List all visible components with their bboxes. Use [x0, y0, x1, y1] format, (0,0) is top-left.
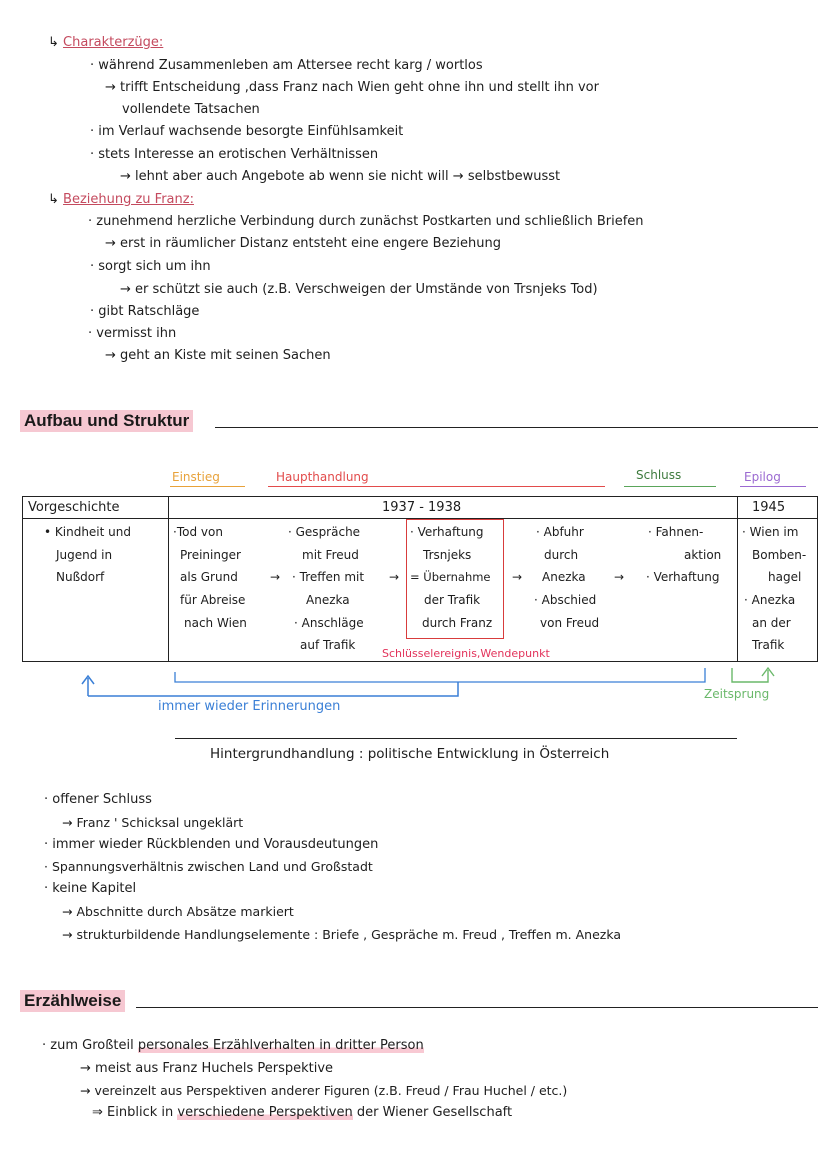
phase-schluss-line — [624, 486, 716, 487]
item-text: zunehmend herzliche Verbindung durch zunächst Postkarten und schließlich Briefen — [96, 214, 644, 229]
arrow-right-icon: → — [80, 1083, 95, 1098]
item-text: trifft Entscheidung ,dass Franz nach Wien geht ohne ihn und stellt ihn vor — [120, 80, 599, 95]
arrow-right-icon: → — [389, 570, 400, 584]
phase-epilog-line — [740, 486, 806, 487]
list-item: · gibt Ratschläge — [90, 304, 200, 319]
item-text: Spannungsverhältnis zwischen Land und Großstadt — [51, 859, 373, 874]
sub-arrow-icon: ↳ — [48, 35, 64, 50]
gespraeche-line: · Gespräche — [288, 525, 361, 539]
item-text: er schützt sie auch (z.B. Verschweigen der Umstände von Trsnjeks Tod) — [135, 282, 598, 297]
sub-arrow-icon: ↳ — [48, 192, 64, 207]
list-item: · offener Schluss — [44, 792, 152, 807]
item-text: keine Kapitel — [52, 881, 137, 896]
list-item — [80, 1083, 567, 1098]
arrow-right-icon: → — [105, 236, 121, 251]
phase-schluss: Schluss — [636, 468, 682, 482]
epilog-line: Bomben- — [752, 548, 807, 562]
erinnerungen-label: immer wieder Erinnerungen — [158, 699, 341, 714]
list-item: · zum Großteil personales Erzählverhalten in dritter Person — [42, 1038, 424, 1053]
arrow-right-icon: → — [62, 927, 77, 942]
arrow-right-icon: → — [614, 570, 625, 584]
heading-rule — [215, 427, 818, 428]
heading-rule — [136, 1007, 818, 1008]
verhaftung-line: der Trafik — [424, 593, 481, 607]
abfuhr-line: Anezka — [542, 570, 586, 584]
hintergrund-label: Hintergrundhandlung : politische Entwicklung in Österreich — [210, 746, 610, 762]
arrow-right-icon: → — [105, 80, 121, 95]
arrow-right-icon: → — [512, 570, 523, 584]
arrow-right-icon: → — [62, 904, 77, 919]
epilog-line: hagel — [768, 570, 802, 584]
phase-haupthandlung: Haupthandlung — [276, 470, 369, 484]
fahnen-line: · Fahnen- — [648, 525, 704, 539]
epilog-line: · Anezka — [744, 593, 796, 607]
tod-line: nach Wien — [184, 616, 247, 630]
list-item — [62, 927, 621, 942]
erzaehlweise-heading: Erzählweise — [20, 990, 125, 1012]
arrow-right-icon: → — [62, 815, 77, 830]
charakter-label: Charakterzüge: — [63, 35, 164, 50]
list-item — [80, 1061, 333, 1076]
item-text: Einblick in — [107, 1105, 178, 1120]
verhaftung-line: Trsnjeks — [423, 548, 472, 562]
list-item: · stets Interesse an erotischen Verhältnissen — [90, 147, 379, 162]
item-text: immer wieder Rückblenden und Vorausdeutungen — [52, 837, 379, 852]
item-text: sorgt sich um ihn — [98, 259, 211, 274]
item-text: Abschnitte durch Absätze markiert — [76, 904, 294, 919]
list-item: · sorgt sich um ihn — [90, 259, 211, 274]
phase-einstieg: Einstieg — [172, 470, 220, 484]
item-text: vollendete Tatsachen — [122, 102, 260, 117]
tod-line: ·Tod von — [173, 525, 223, 539]
list-item: · keine Kapitel — [44, 881, 137, 896]
einstieg-bracket — [175, 668, 705, 682]
gespraeche-line: mit Freud — [302, 548, 359, 562]
tod-line: für Abreise — [180, 593, 246, 607]
hintergrund-line — [175, 738, 737, 739]
epilog-line: · Wien im — [742, 525, 799, 539]
list-item — [92, 1105, 512, 1120]
abfuhr-line: durch — [544, 548, 579, 562]
epilog-line: an der — [752, 616, 791, 630]
vorgeschichte-line: • Kindheit und — [44, 525, 131, 539]
zeitsprung-bracket — [732, 668, 774, 682]
list-item: · immer wieder Rückblenden und Vorausdeutungen — [44, 837, 379, 852]
gespraeche-line: · Anschläge — [294, 616, 364, 630]
list-item — [105, 348, 331, 363]
epilog-line: Trafik — [752, 638, 785, 652]
aufbau-heading: Aufbau und Struktur — [20, 410, 193, 432]
vorgeschichte-line: Jugend in — [56, 548, 113, 562]
vorgeschichte-line: Nußdorf — [56, 570, 105, 584]
charakter-heading — [48, 35, 163, 50]
item-text: stets Interesse an erotischen Verhältnissen — [98, 147, 379, 162]
list-item: · Spannungsverhältnis zwischen Land und Großstadt — [44, 859, 373, 874]
fahnen-line: aktion — [684, 548, 722, 562]
list-item — [122, 102, 260, 117]
arrow-right-icon: → — [452, 169, 464, 184]
item-text: strukturbildende Handlungselemente : Briefe , Gespräche m. Freud , Treffen m. Anezka — [76, 927, 622, 942]
list-item: · zunehmend herzliche Verbindung durch zunächst Postkarten und schließlich Briefen — [88, 214, 644, 229]
list-item: · im Verlauf wachsende besorgte Einfühlsamkeit — [90, 124, 404, 139]
item-text: der Wiener Gesellschaft — [352, 1105, 513, 1120]
tod-line: Preininger — [180, 548, 241, 562]
item-text: meist aus Franz Huchels Perspektive — [95, 1061, 334, 1076]
item-text: zum Großteil — [50, 1038, 138, 1053]
gespraeche-line: auf Trafik — [300, 638, 356, 652]
phase-haupthandlung-line — [268, 486, 605, 487]
tod-line: als Grund — [180, 570, 238, 584]
schluessel-label: Schlüsselereignis,Wendepunkt — [382, 647, 550, 660]
phase-einstieg-line — [170, 486, 245, 487]
item-text: während Zusammenleben am Attersee recht karg / wortlos — [98, 58, 483, 73]
highlight-text: personales Erzählverhalten in dritter Person — [137, 1038, 424, 1053]
item-text: im Verlauf wachsende besorgte Einfühlsamkeit — [98, 124, 404, 139]
item-text: lehnt aber auch Angebote ab wenn sie nicht will — [135, 169, 449, 184]
arrow-right-icon: → — [80, 1061, 96, 1076]
arrow-right-icon: → — [120, 169, 136, 184]
col-vorgeschichte-header: Vorgeschichte — [28, 500, 120, 515]
item-text: offener Schluss — [52, 792, 152, 807]
years-epilog: 1945 — [752, 500, 786, 515]
double-arrow-icon: ⇒ — [92, 1105, 108, 1120]
item-text: Franz ' Schicksal ungeklärt — [76, 815, 244, 830]
arrow-right-icon: → — [105, 348, 121, 363]
abfuhr-line: · Abschied — [534, 593, 597, 607]
list-item — [120, 282, 598, 297]
verhaftung-line: durch Franz — [422, 616, 493, 630]
verhaftung-line: · Verhaftung — [410, 525, 484, 539]
list-item — [62, 904, 294, 919]
abfuhr-line: · Abfuhr — [536, 525, 584, 539]
table-divider — [168, 496, 169, 662]
item-text: vereinzelt aus Perspektiven anderer Figuren (z.B. Freud / Frau Huchel / etc.) — [94, 1083, 568, 1098]
arrow-right-icon: → — [120, 282, 136, 297]
list-item — [105, 236, 501, 251]
gespraeche-line: Anezka — [306, 593, 350, 607]
item-text: selbstbewusst — [467, 169, 561, 184]
zeitsprung-label: Zeitsprung — [704, 687, 770, 701]
highlight-text: verschiedene Perspektiven — [177, 1105, 353, 1120]
list-item: · vermisst ihn — [88, 326, 177, 341]
beziehung-heading — [48, 192, 194, 207]
gespraeche-line: · Treffen mit — [292, 570, 365, 584]
item-text: gibt Ratschläge — [98, 304, 200, 319]
phase-epilog: Epilog — [744, 470, 781, 484]
erinnerungen-bracket — [82, 676, 458, 696]
item-text: erst in räumlicher Distanz entsteht eine engere Beziehung — [120, 236, 501, 251]
list-item: · während Zusammenleben am Attersee recht karg / wortlos — [90, 58, 483, 73]
item-text: geht an Kiste mit seinen Sachen — [120, 348, 331, 363]
arrow-right-icon: → — [270, 570, 281, 584]
list-item — [62, 815, 243, 830]
list-item — [105, 80, 599, 95]
years-main: 1937 - 1938 — [382, 500, 462, 515]
verhaftung-line: = Übernahme — [410, 570, 491, 584]
fahnen-line: · Verhaftung — [646, 570, 720, 584]
table-divider — [737, 496, 738, 662]
beziehung-label: Beziehung zu Franz: — [63, 192, 194, 207]
list-item — [120, 169, 560, 184]
item-text: vermisst ihn — [96, 326, 177, 341]
abfuhr-line: von Freud — [540, 616, 600, 630]
